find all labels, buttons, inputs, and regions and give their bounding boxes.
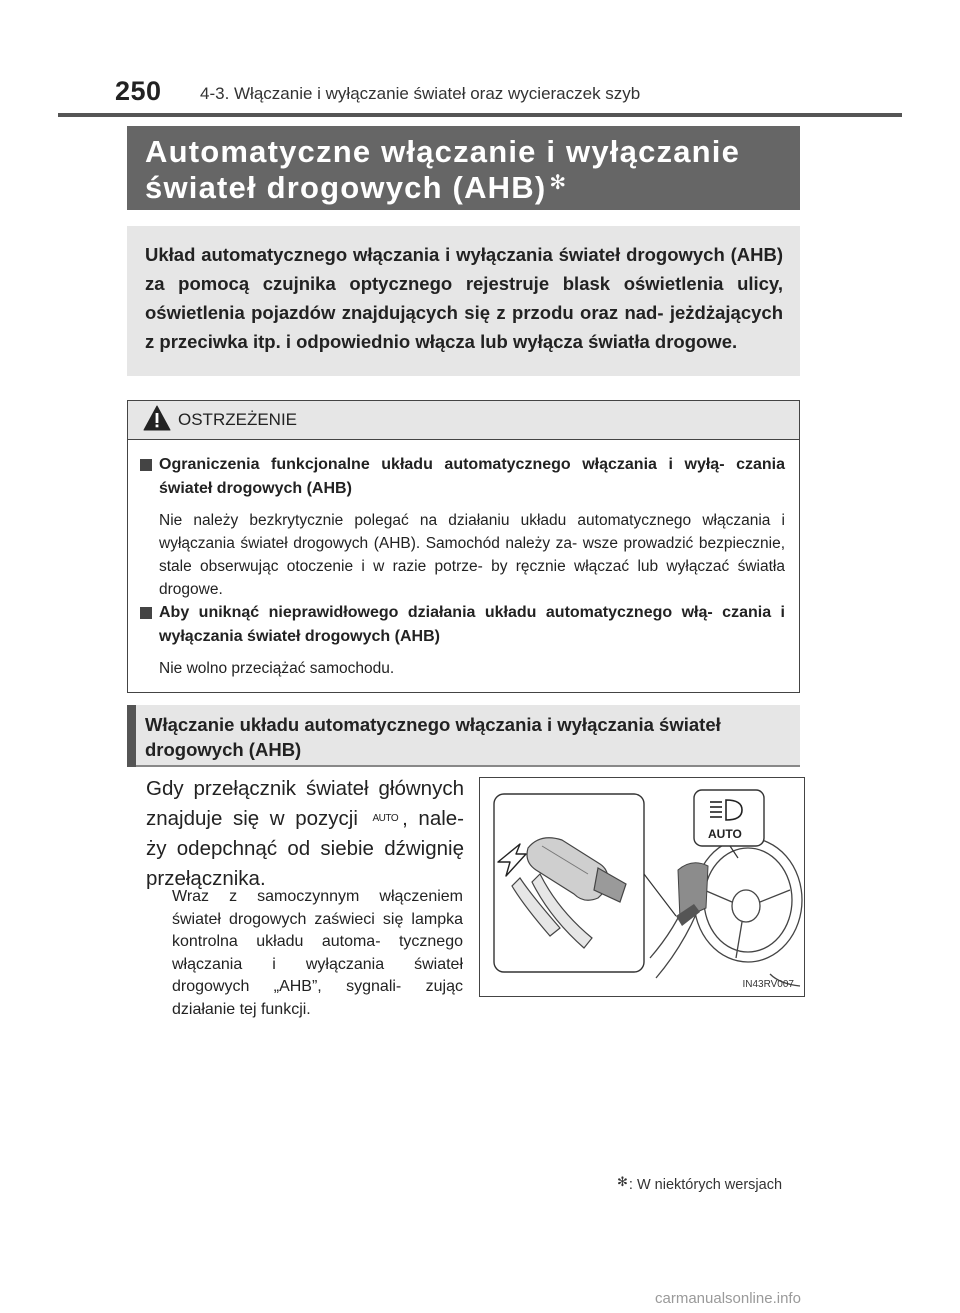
intro-box bbox=[127, 226, 800, 376]
chapter-title: 4-3. Włączanie i wyłączanie świateł oraz wycieraczek szyb bbox=[200, 84, 641, 103]
section-heading: Włączanie układu automatycznego włączania i wyłączania świateł drogowych (AHB) bbox=[145, 714, 721, 760]
header-rule bbox=[58, 113, 902, 117]
title-asterisk: ✻ bbox=[549, 172, 568, 194]
page-title-line-2-text: świateł drogowych (AHB) bbox=[145, 170, 547, 205]
instruction-part-1: Gdy przełącznik świateł głównych znajduje się w pozycji bbox=[146, 777, 464, 830]
square-bullet-icon bbox=[140, 459, 152, 471]
instruction-text bbox=[146, 774, 464, 894]
page-title-line-2 bbox=[145, 170, 567, 206]
warning-item-heading-text: Aby uniknąć nieprawidłowego działania układu automatycznego włą- czania i wyłączania świateł drogowych (AHB) bbox=[159, 604, 785, 645]
warning-item-heading bbox=[140, 453, 785, 501]
warning-item-1 bbox=[140, 453, 785, 601]
warning-item-2 bbox=[140, 601, 785, 680]
warning-box bbox=[127, 400, 800, 693]
warning-triangle-icon bbox=[143, 405, 171, 431]
lever-push-illustration bbox=[480, 778, 804, 996]
square-bullet-icon bbox=[140, 607, 152, 619]
section-accent-bar bbox=[127, 705, 136, 767]
footnote bbox=[617, 1174, 782, 1193]
warning-item-heading bbox=[140, 601, 785, 649]
footnote-asterisk: ✻ bbox=[617, 1174, 628, 1189]
instruction-note: Wraz z samoczynnym włączeniem świateł drogowych zaświeci się lampka kontrolna układu automa- tycznego włączania i wyłączania świateł drogowych „AHB”, sygnali- zując działanie tej funkcji. bbox=[172, 888, 463, 1018]
auto-switch-label: AUTO bbox=[708, 827, 742, 841]
warning-item-body: Nie należy bezkrytycznie polegać na działaniu układu automatycznego włączania i wyłączania świateł drogowych (AHB). Samochód należy za- wsze prowadzić bezpiecznie, stale obserwując otoczenie i w razie potrze- by ręcznie włączać lub wyłączać światła drogowe. bbox=[159, 512, 785, 598]
intro-text: Układ automatycznego włączania i wyłączania świateł drogowych (AHB) za pomocą czujnika optycznego rejestruje blask oświetlenia ulicy, oświetlenia pojazdów znajdujących się z przodu oraz nad- jeżdżających z przeciwka itp. i odpowiednio włącza lub wyłącza światła drogowe. bbox=[145, 244, 783, 352]
watermark: carmanualsonline.info bbox=[655, 1290, 801, 1307]
warning-item-body: Nie wolno przeciążać samochodu. bbox=[159, 660, 395, 677]
footnote-text: : W niektórych wersjach bbox=[628, 1177, 783, 1193]
warning-label: OSTRZEŻENIE bbox=[178, 410, 298, 429]
instruction-part-2: , nale- ży odepchnąć od siebie dźwignię przełącznika. bbox=[146, 807, 465, 890]
headlight-switch-illustration bbox=[479, 777, 805, 997]
section-heading-box bbox=[127, 705, 800, 767]
warning-item-heading-text: Ograniczenia funkcjonalne układu automatycznego włączania i wyłą- czania świateł drogowych (AHB) bbox=[159, 456, 785, 497]
warning-header bbox=[128, 401, 799, 440]
figure-code: IN43RV007 bbox=[742, 979, 794, 990]
auto-position-symbol-icon: AUTO bbox=[372, 813, 399, 824]
title-banner bbox=[127, 126, 800, 210]
page-title-line-1: Automatyczne włączanie i wyłączanie bbox=[145, 134, 741, 169]
page-number: 250 bbox=[115, 76, 162, 106]
